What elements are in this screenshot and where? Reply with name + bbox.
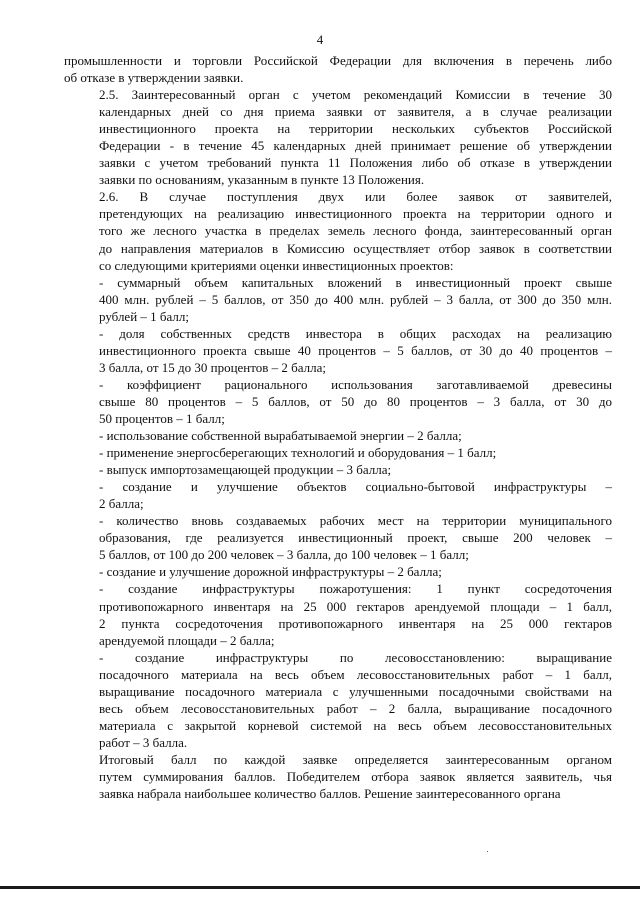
paragraph-8	[64, 444, 612, 461]
text-line: посадочного материала на весь объем лесовосстановительных работ – 1 балл,	[99, 666, 612, 682]
text-line: образования, где реализуется инвестиционный проект, свыше 200 человек –	[99, 530, 612, 546]
text-line: 3 балла, от 15 до 30 процентов – 2 балла;	[99, 359, 327, 375]
text-line: 2 балла;	[99, 496, 144, 512]
text-line: претендующих на реализацию инвестиционного проекта на территории одного и	[99, 206, 612, 222]
text-line: 2 пункта сосредоточения противопожарного инвентаря на 25 000 гектаров	[99, 615, 612, 631]
text-line: инвестиционного проекта на территории нескольких субъектов Российской	[99, 121, 612, 137]
paragraph-11	[64, 512, 612, 563]
text-line: - создание инфраструктуры пожаротушения: 1 пункт сосредоточения	[99, 581, 612, 597]
text-line: - количество вновь создаваемых рабочих мест на территории муниципального	[99, 513, 612, 529]
text-line: - применение энергосберегающих технологий и оборудования – 1 балл;	[99, 445, 497, 461]
text-line: свыше 80 процентов – 5 баллов, от 50 до 80 процентов – 3 балла, от 30 до	[99, 393, 612, 409]
scan-speck	[487, 851, 488, 852]
text-line: - выпуск импортозамещающей продукции – 3 балла;	[99, 462, 392, 478]
text-line: об отказе в утверждении заявки.	[64, 70, 244, 86]
paragraph-13	[64, 580, 612, 648]
text-line: того же лесного участка в пределах земель лесного фонда, заинтересованный орган	[99, 223, 612, 239]
paragraph-2	[64, 86, 612, 188]
text-line: 50 процентов – 1 балл;	[99, 410, 225, 426]
paragraph-5	[64, 325, 612, 376]
text-line: - использование собственной вырабатываемой энергии – 2 балла;	[99, 428, 462, 444]
text-line: работ – 3 балла.	[99, 734, 188, 750]
text-line: 5 баллов, от 100 до 200 человек – 3 балла, до 100 человек – 1 балл;	[99, 547, 469, 563]
paragraph-1	[64, 52, 612, 86]
paragraph-12	[64, 563, 612, 580]
page-number: 4	[316, 32, 324, 47]
paragraph-6	[64, 376, 612, 427]
paragraph-9	[64, 461, 612, 478]
text-line: заявки по основаниям, указанным в пункте 13 Положения.	[99, 172, 425, 188]
text-line: материала с закрытой корневой системой на весь объем лесовосстановительных	[99, 717, 612, 733]
bottom-rule	[0, 886, 640, 889]
text-line: Итоговый балл по каждой заявке определяется заинтересованным органом	[99, 751, 612, 767]
text-line: - суммарный объем капитальных вложений в инвестиционный проект свыше	[99, 274, 612, 290]
text-line: 2.6. В случае поступления двух или более заявок от заявителей,	[99, 189, 612, 205]
text-line: - создание и улучшение дорожной инфраструктуры – 2 балла;	[99, 564, 442, 580]
document-body	[64, 52, 612, 802]
text-line: - создание инфраструктуры по лесовосстановлению: выращивание	[99, 649, 612, 665]
paragraph-3	[64, 188, 612, 273]
text-line: - коэффициент рационального использования заготавливаемой древесины	[99, 376, 612, 392]
text-line: до направления материалов в Комиссию осуществляет отбор заявок в соответствии	[99, 240, 612, 256]
text-line: - создание и улучшение объектов социально-бытовой инфраструктуры –	[99, 479, 612, 495]
text-line: инвестиционного проекта свыше 40 процентов – 5 баллов, от 30 до 40 процентов –	[99, 342, 612, 358]
text-line: заявка набрала наибольшее количество баллов. Решение заинтересованного органа	[99, 786, 561, 802]
text-line: промышленности и торговли Российской Федерации для включения в перечень либо	[64, 53, 612, 68]
text-line: рублей – 1 балл;	[99, 308, 189, 324]
paragraph-7	[64, 427, 612, 444]
text-line: выращивание посадочного материала с улучшенными посадочными свойствами на	[99, 683, 612, 699]
text-line: весь объем лесовосстановительных работ – 2 балла, выращивание посадочного	[99, 700, 612, 716]
text-line: 2.5. Заинтересованный орган с учетом рекомендаций Комиссии в течение 30	[99, 87, 612, 103]
text-line: заявки с учетом требований пункта 11 Положения либо об отказе в утверждении	[99, 155, 612, 171]
text-line: арендуемой площади – 2 балла;	[99, 632, 275, 648]
text-line: - доля собственных средств инвестора в общих расходах на реализацию	[99, 325, 612, 341]
text-line: со следующими критериями оценки инвестиционных проектов:	[99, 257, 454, 273]
text-line: календарных дней со дня приема заявки от заявителя, а в случае реализации	[99, 104, 612, 120]
text-line: путем суммирования баллов. Победителем отбора заявок является заявитель, чья	[99, 768, 612, 784]
text-line: Федерации - в течение 45 календарных дней принимает решение об утверждении	[99, 138, 612, 154]
text-line: противопожарного инвентаря на 25 000 гектаров арендуемой площади – 1 балл,	[99, 598, 612, 614]
paragraph-4	[64, 274, 612, 325]
paragraph-15	[64, 751, 612, 802]
paragraph-14	[64, 649, 612, 751]
text-line: 400 млн. рублей – 5 баллов, от 350 до 400 млн. рублей – 3 балла, от 300 до 350 млн.	[99, 291, 612, 307]
paragraph-10	[64, 478, 612, 512]
